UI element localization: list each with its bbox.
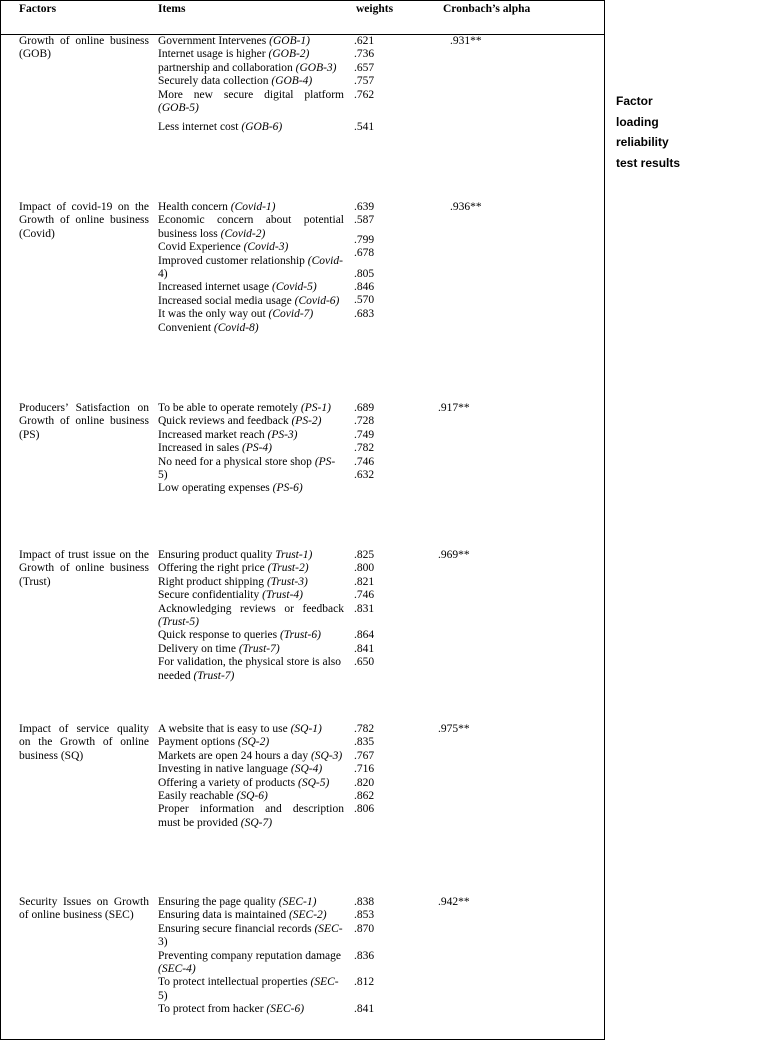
weight [354,963,394,976]
item: Offering the right price (Trust-2) [158,562,309,575]
factor-line: Security Issues on Growth [19,896,149,908]
factor-covid [19,201,149,241]
item: Secure confidentiality (Trust-4) [158,589,304,602]
item: Less internet cost (GOB-6) [158,121,283,134]
factor-line: Growth of online business [19,35,149,47]
factor-line: Impact of trust issue on the [19,549,149,561]
weight [354,616,394,629]
weight: .650 [354,656,375,669]
factor-line: of online business (SEC) [19,909,134,922]
item: Delivery on time (Trust-7) [158,642,280,655]
item: For validation, the physical store is also [158,656,342,669]
factor-line: (Covid) [19,227,55,240]
weight: .800 [354,562,375,575]
item: 4) [158,268,168,281]
header-weights: weights [356,3,394,15]
side-note-line: loading [616,114,659,129]
weight: .716 [354,763,375,776]
items-trust [158,549,344,683]
items-gob [158,35,344,135]
items-sq [158,723,344,830]
item: Acknowledging reviews or feedback [158,602,344,615]
factor-trust [19,549,149,589]
weight: .570 [354,294,375,307]
weight: .632 [354,469,375,482]
side-note-line: reliability [616,135,669,150]
item: partnership and collaboration (GOB-3) [158,61,337,74]
factor-line: Impact of covid-19 on the [19,201,149,213]
item: Quick reviews and feedback (PS-2) [158,415,322,428]
item: Increased in sales (PS-4) [158,442,272,455]
weight: .799 [354,233,375,246]
item: (GOB-5) [158,102,199,115]
weight: .621 [354,35,375,47]
alpha-covid: .936** [450,201,482,213]
factor-line: Producers’ Satisfaction on [19,402,149,414]
weight: .683 [354,307,375,320]
weight: .639 [354,201,375,213]
item: Ensuring secure financial records (SEC- [158,922,343,935]
item: To protect from hacker (SEC-6) [158,1003,305,1016]
weight: .541 [354,121,375,134]
weight: .762 [354,88,375,101]
weight: .864 [354,629,375,642]
factor-line: Impact of service quality [19,723,149,735]
item: Right product shipping (Trust-3) [158,575,308,588]
weight: .862 [354,790,375,803]
weight: .736 [354,48,375,61]
factor-line: business (SQ) [19,749,84,762]
weight: .825 [354,549,375,561]
item: Ensuring data is maintained (SEC-2) [158,909,327,922]
weights-sq [354,723,394,817]
weight: .689 [354,402,375,414]
header-items: Items [158,3,186,15]
weight: .746 [354,455,375,468]
item: A website that is easy to use (SQ-1) [158,723,322,735]
weight: .831 [354,602,375,615]
side-note-line: Factor [616,94,653,108]
item: (Trust-5) [158,616,199,629]
weight: .657 [354,61,375,74]
item: Health concern (Covid-1) [158,201,276,213]
item: needed (Trust-7) [158,669,235,682]
factor-line: (PS) [19,428,40,441]
items-sec [158,896,344,1017]
item: To be able to operate remotely (PS-1) [158,402,331,414]
item: Investing in native language (SQ-4) [158,763,323,776]
item: Preventing company reputation damage [158,949,341,962]
weights-gob [354,35,394,135]
item: Ensuring product quality Trust-1) [158,549,313,561]
item: Easily reachable (SQ-6) [158,790,268,803]
item: Economic concern about potential [158,214,344,227]
weight: .746 [354,589,375,602]
factor-gob [19,35,149,62]
weights-covid [354,201,394,321]
factor-sec [19,896,149,923]
weight: .806 [354,803,375,816]
item: To protect intellectual properties (SEC- [158,976,339,989]
weight: .805 [354,267,375,280]
weight: .678 [354,247,375,260]
weights-ps [354,402,394,482]
item: Securely data collection (GOB-4) [158,75,313,88]
factor-line: Growth of online business [19,562,149,575]
alpha-ps: .917** [438,402,470,414]
weight: .838 [354,896,375,908]
side-note-line: test results [616,156,681,171]
factor-line: (Trust) [19,575,51,588]
weight: .820 [354,776,375,789]
weight: .767 [354,749,375,762]
weight: .821 [354,575,375,588]
item: Payment options (SQ-2) [158,736,270,749]
side-note [616,91,756,174]
weight: .782 [354,442,375,455]
weight: .846 [354,281,375,294]
weight: .836 [354,949,375,962]
item: 5) [158,989,168,1002]
item: Increased internet usage (Covid-5) [158,281,317,294]
item: must be provided (SQ-7) [158,816,273,829]
weight: .841 [354,1003,375,1016]
weight: .782 [354,723,375,735]
item: More new secure digital platform [158,88,344,101]
weight: .853 [354,909,375,922]
weight [354,102,394,115]
item: Covid Experience (Covid-3) [158,241,289,254]
weights-sec [354,896,394,1017]
item: business loss (Covid-2) [158,227,266,240]
factor-ps [19,402,149,442]
items-ps [158,402,344,496]
weight: .841 [354,642,375,655]
weight: .812 [354,976,375,989]
header-factors: Factors [19,3,57,15]
factor-line: (GOB) [19,48,51,61]
alpha-sq: .975** [438,723,470,735]
item: (SEC-4) [158,963,196,976]
item: Government Intervenes (GOB-1) [158,35,311,47]
weight: .749 [354,428,375,441]
weights-trust [354,549,394,670]
item: Increased market reach (PS-3) [158,428,298,441]
weight: .728 [354,415,375,428]
item: Improved customer relationship (Covid- [158,254,343,267]
alpha-gob: .931** [450,35,482,47]
weight: .870 [354,922,375,935]
header-alpha: Cronbach’s alpha [443,3,531,15]
factor-line: Growth of online business [19,214,149,227]
item: Quick response to queries (Trust-6) [158,629,321,642]
item: Ensuring the page quality (SEC-1) [158,896,317,908]
item: Proper information and description [158,803,344,816]
item: 3) [158,936,168,949]
weight: .587 [354,214,375,227]
item: Internet usage is higher (GOB-2) [158,48,310,61]
alpha-sec: .942** [438,896,470,908]
weight: .757 [354,75,375,88]
factor-sq [19,723,149,763]
item: Increased social media usage (Covid-6) [158,294,340,307]
alpha-trust: .969** [438,549,470,561]
item: 5) [158,469,168,482]
weight: .835 [354,736,375,749]
weight [354,990,394,1003]
item: No need for a physical store shop (PS- [158,455,336,468]
item: It was the only way out (Covid-7) [158,308,314,321]
factor-line: on the Growth of online [19,736,149,749]
item: Markets are open 24 hours a day (SQ-3) [158,749,343,762]
item: Offering a variety of products (SQ-5) [158,776,330,789]
factor-line: Growth of online business [19,415,149,428]
items-covid [158,201,344,335]
weight [354,936,394,949]
item: Convenient (Covid-8) [158,321,259,334]
item: Low operating expenses (PS-6) [158,482,303,495]
